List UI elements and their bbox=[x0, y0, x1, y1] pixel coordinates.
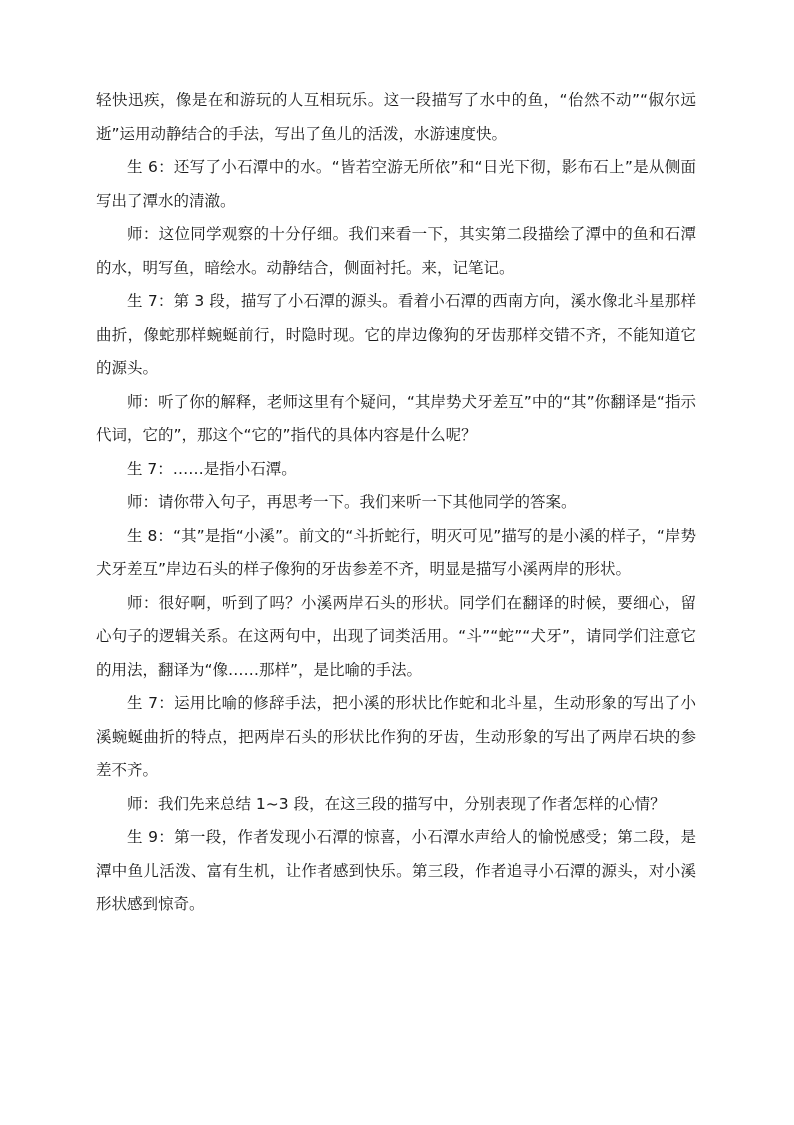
paragraph-student-7-c: 生 7：运用比喻的修辞手法，把小溪的形状比作蛇和北斗星，生动形象的写出了小溪蜿蜒曲折的特点，把两岸石头的形状比作狗的牙齿，生动形象的写出了两岸石块的参差不齐。 bbox=[96, 694, 696, 779]
paragraph-student-9: 生 9：第一段，作者发现小石潭的惊喜，小石潭水声给人的愉悦感受；第二段，是潭中鱼儿活泼、富有生机，让作者感到快乐。第三段，作者追寻小石潭的源头，对小溪形状感到惊奇。 bbox=[96, 828, 696, 913]
paragraph-student-7-b: 生 7：……是指小石潭。 bbox=[127, 459, 297, 478]
paragraph-continuation: 轻快迅疾，像是在和游玩的人互相玩乐。这一段描写了水中的鱼，“佁然不动”“俶尔远逝”运用动静结合的手法，写出了鱼儿的活泼，水游速度快。 bbox=[96, 91, 696, 143]
paragraph-student-8: 生 8：“其”是指“小溪”。前文的“斗折蛇行，明灭可见”描写的是小溪的样子，“岸势犬牙差互”岸边石头的样子像狗的牙齿参差不齐，明显是描写小溪两岸的形状。 bbox=[96, 526, 696, 578]
document-body bbox=[96, 84, 696, 922]
paragraph-teacher-4: 师：很好啊，听到了吗？小溪两岸石头的形状。同学们在翻译的时候，要细心，留心句子的逻辑关系。在这两句中，出现了词类活用。“斗”“蛇”“犬牙”，请同学们注意它的用法，翻译为“像……那样”，是比喻的手法。 bbox=[96, 593, 696, 679]
paragraph-teacher-2: 师：听了你的解释，老师这里有个疑问，“其岸势犬牙差互”中的“其”你翻译是“指示代词，它的”，那这个“它的”指代的具体内容是什么呢？ bbox=[96, 392, 696, 444]
paragraph-teacher-3: 师：请你带入句子，再思考一下。我们来听一下其他同学的答案。 bbox=[127, 493, 577, 511]
paragraph-student-7-a: 生 7：第 3 段，描写了小石潭的源头。看着小石潭的西南方向，溪水像北斗星那样曲折，像蛇那样蜿蜒前行，时隐时现。它的岸边像狗的牙齿那样交错不齐，不能知道它的源头。 bbox=[96, 292, 696, 377]
paragraph-teacher-1: 师：这位同学观察的十分仔细。我们来看一下，其实第二段描绘了潭中的鱼和石潭的水，明写鱼，暗绘水。动静结合，侧面衬托。来，记笔记。 bbox=[96, 225, 696, 277]
paragraph-student-6: 生 6：还写了小石潭中的水。“皆若空游无所依”和“日光下彻，影布石上”是从侧面写出了潭水的清澈。 bbox=[96, 158, 696, 210]
paragraph-teacher-5: 师：我们先来总结 1~3 段，在这三段的描写中，分别表现了作者怎样的心情？ bbox=[127, 794, 666, 813]
